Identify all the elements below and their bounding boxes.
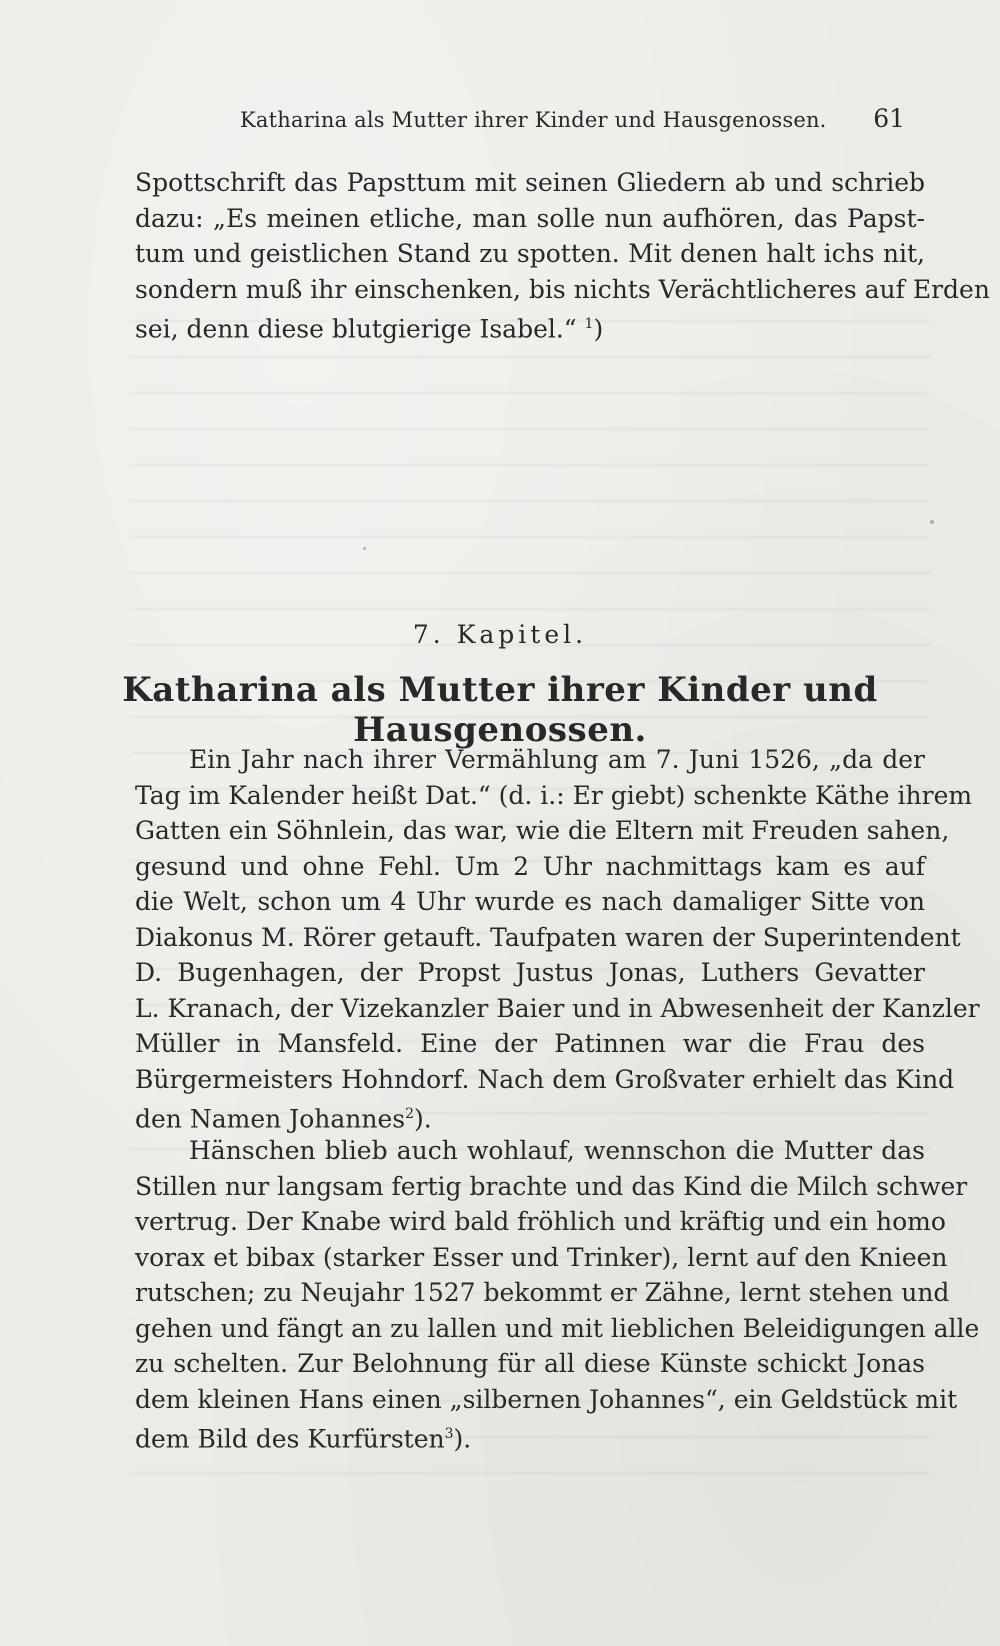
footnote-marker: 1 bbox=[584, 316, 594, 332]
text-line: Diakonus M. Rörer getauft. Taufpaten waren der Superintendent bbox=[135, 922, 961, 952]
text-line: Stillen nur langsam fertig brachte und das Kind die Milch schwer bbox=[135, 1171, 968, 1201]
text-fragment: ) bbox=[593, 314, 604, 344]
text-line: rutschen; zu Neujahr 1527 bekommt er Zähne, lernt stehen und bbox=[135, 1278, 950, 1307]
text-line: die Welt, schon um 4 Uhr wurde es nach damaliger Sitte von bbox=[135, 887, 925, 916]
text-fragment: den Namen Johannes bbox=[135, 1104, 406, 1134]
text-fragment: sei, denn diese blutgierige Isabel.“ bbox=[135, 314, 585, 344]
chapter-title: Katharina als Mutter ihrer Kinder und Hausgenossen. bbox=[122, 670, 878, 750]
text-line: sondern muß ihr einschenken, bis nichts Verächtlicheres auf Erden bbox=[135, 274, 990, 304]
paragraph bbox=[135, 742, 980, 1137]
paragraph bbox=[135, 1133, 980, 1457]
paragraph-continued bbox=[135, 165, 990, 347]
text-line: vertrug. Der Knabe wird bald fröhlich und kräftig und ein homo bbox=[135, 1207, 946, 1236]
text-line: gesund und ohne Fehl. Um 2 Uhr nachmittags kam es auf bbox=[135, 851, 925, 881]
text-fragment: ). bbox=[414, 1104, 432, 1134]
text-line: dem kleinen Hans einen „silbernen Johannes“, ein Geldstück mit bbox=[135, 1384, 958, 1414]
footnote-marker: 3 bbox=[444, 1426, 454, 1442]
text-line bbox=[135, 1097, 925, 1137]
text-line: Ein Jahr nach ihrer Vermählung am 7. Juni 1526, „da der bbox=[189, 745, 925, 774]
text-fragment: dem Bild des Kurfürsten bbox=[135, 1424, 445, 1454]
text-line bbox=[135, 1417, 925, 1457]
running-head bbox=[0, 104, 1000, 140]
text-line: D. Bugenhagen, der Propst Justus Jonas, Luthers Gevatter bbox=[135, 958, 925, 987]
footnote-marker: 2 bbox=[405, 1106, 415, 1122]
text-line bbox=[135, 307, 925, 347]
paper-fleck bbox=[930, 520, 934, 524]
page-number: 61 bbox=[873, 104, 905, 133]
paper-fleck bbox=[363, 547, 366, 550]
text-line: tum und geistlichen Stand zu spotten. Mit denen halt ichs nit, bbox=[135, 239, 925, 268]
text-line: gehen und fängt an zu lallen und mit lieblichen Beleidigungen alle bbox=[135, 1313, 980, 1343]
text-line: L. Kranach, der Vizekanzler Baier und in Abwesenheit der Kanzler bbox=[135, 993, 980, 1023]
text-line: Müller in Mansfeld. Eine der Patinnen war die Frau des bbox=[135, 1029, 925, 1058]
text-line: dazu: „Es meinen etliche, man solle nun aufhören, das Papst- bbox=[135, 203, 925, 233]
running-title: Katharina als Mutter ihrer Kinder und Hausgenossen. bbox=[240, 108, 827, 132]
text-line: Spottschrift das Papsttum mit seinen Gliedern ab und schrieb bbox=[135, 168, 925, 197]
text-line: zu schelten. Zur Belohnung für all diese Künste schickt Jonas bbox=[135, 1349, 925, 1378]
text-line: Hänschen blieb auch wohlauf, wennschon die Mutter das bbox=[189, 1136, 925, 1165]
text-line: Gatten ein Söhnlein, das war, wie die Eltern mit Freuden sahen, bbox=[135, 816, 950, 845]
chapter-number: 7. Kapitel. bbox=[412, 620, 588, 649]
text-fragment: ). bbox=[453, 1424, 472, 1454]
text-line: vorax et bibax (starker Esser und Trinker), lernt auf den Knieen bbox=[135, 1242, 948, 1272]
text-line: Bürgermeisters Hohndorf. Nach dem Großvater erhielt das Kind bbox=[135, 1064, 955, 1094]
text-line: Tag im Kalender heißt Dat.“ (d. i.: Er giebt) schenkte Käthe ihrem bbox=[135, 780, 973, 810]
